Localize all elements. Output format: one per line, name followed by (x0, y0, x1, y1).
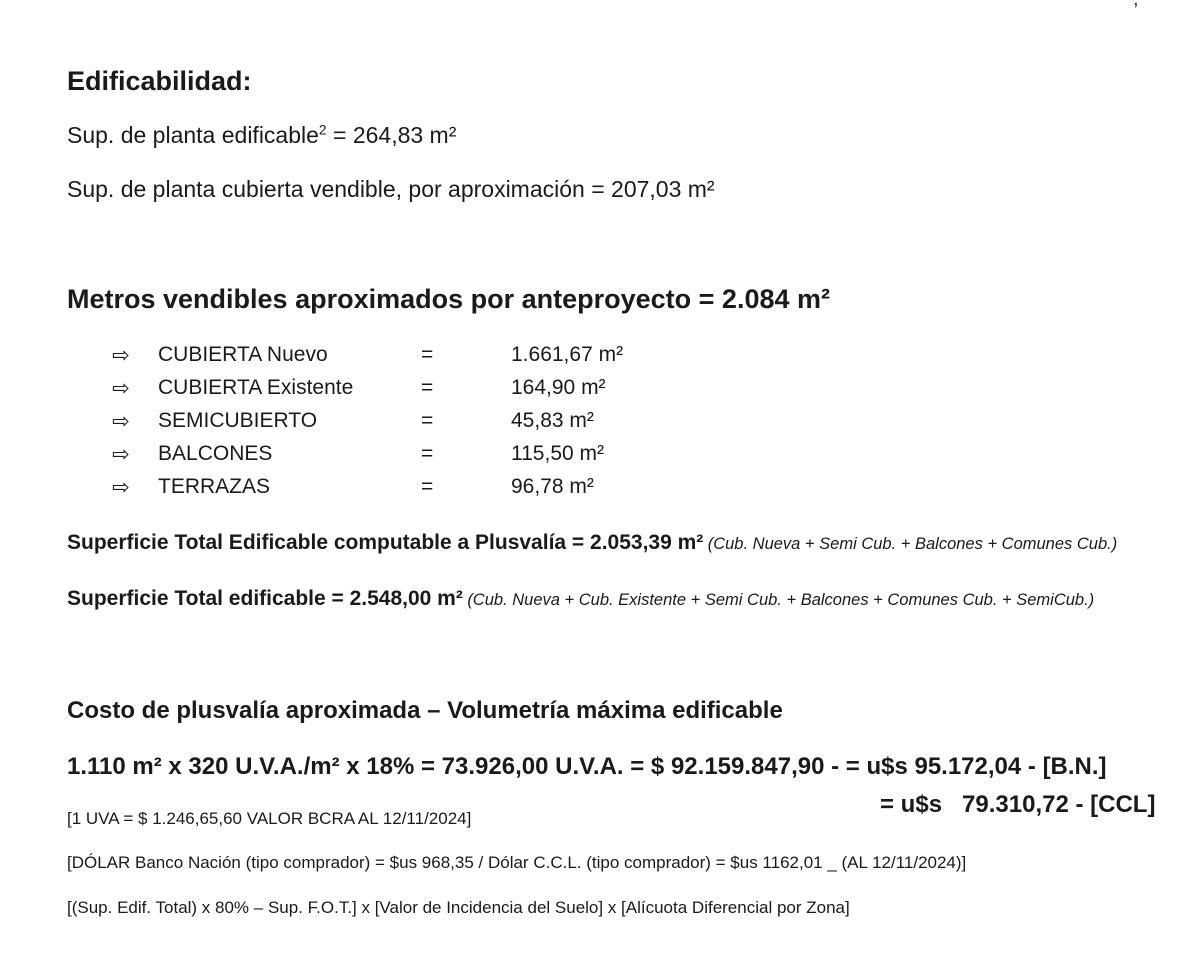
arrow-right-icon: ⇨ (112, 443, 130, 466)
list-item (0, 343, 1200, 373)
sup-planta-cubierta-vendible: Sup. de planta cubierta vendible, por aproximación = 207,03 m² (67, 176, 715, 202)
list-item-equals: = (421, 409, 434, 432)
note-formula: [(Sup. Edif. Total) x 80% – Sup. F.O.T.] x [Valor de Incidencia del Suelo] x [Alícuota Diferencial por Zona] (67, 898, 850, 917)
footnote-marker: 2 (318, 122, 327, 138)
list-item-value: 115,50 m² (511, 442, 604, 465)
sup-planta-edificable-value: = 264,83 m² (326, 122, 457, 148)
superficie-plusvalia-note: (Cub. Nueva + Semi Cub. + Balcones + Comunes Cub.) (707, 535, 1118, 553)
list-item (0, 376, 1200, 406)
superficie-total-note: (Cub. Nueva + Cub. Existente + Semi Cub. + Balcones + Comunes Cub. + SemiCub.) (467, 591, 1095, 609)
corner-mark (1133, 0, 1139, 11)
superficie-plusvalia-value: Superficie Total Edificable computable a Plusvalía = 2.053,39 m² (67, 531, 704, 554)
list-item-label: BALCONES (158, 442, 273, 465)
note-uva: [1 UVA = $ 1.246,65,60 VALOR BCRA AL 12/11/2024] (67, 809, 472, 828)
sup-planta-edificable (67, 122, 456, 149)
list-item (0, 409, 1200, 439)
superficie-total-line (67, 587, 1094, 611)
arrow-right-icon: ⇨ (112, 377, 130, 400)
list-item-equals: = (421, 442, 434, 465)
plusvalia-formula: 1.110 m² x 320 U.V.A./m² x 18% = 73.926,00 U.V.A. = $ 92.159.847,90 - = u$s 95.172,04 - [B.N.] (67, 753, 1107, 780)
list-item-value: 96,78 m² (511, 475, 594, 498)
plusvalia-ccl-value: = u$s 79.310,72 - [CCL] (880, 791, 1156, 818)
list-item (0, 475, 1200, 505)
list-item (0, 442, 1200, 472)
section-title-costo-plusvalia: Costo de plusvalía aproximada – Volumetría máxima edificable (67, 697, 783, 724)
list-item-equals: = (421, 475, 434, 498)
note-dolar: [DÓLAR Banco Nación (tipo comprador) = $us 968,35 / Dólar C.C.L. (tipo comprador) = $us 1162,01 _ (AL 12/11/2024)] (67, 853, 967, 872)
list-item-value: 164,90 m² (511, 376, 606, 399)
list-item-equals: = (421, 343, 434, 366)
arrow-right-icon: ⇨ (112, 344, 130, 367)
list-item-label: TERRAZAS (158, 475, 271, 498)
superficie-plusvalia-line (67, 531, 1117, 555)
list-item-value: 45,83 m² (511, 409, 594, 432)
list-item-value: 1.661,67 m² (511, 343, 624, 366)
arrow-right-icon: ⇨ (112, 410, 130, 433)
list-item-label: CUBIERTA Existente (158, 376, 354, 399)
arrow-right-icon: ⇨ (112, 476, 130, 499)
list-item-label: SEMICUBIERTO (158, 409, 318, 432)
section-title-edificabilidad: Edificabilidad: (67, 66, 252, 96)
superficie-total-value: Superficie Total edificable = 2.548,00 m² (67, 587, 463, 610)
section-title-metros-vendibles: Metros vendibles aproximados por anteproyecto = 2.084 m² (67, 284, 830, 314)
sup-planta-edificable-label: Sup. de planta edificable (67, 122, 319, 148)
list-item-label: CUBIERTA Nuevo (158, 343, 328, 366)
list-item-equals: = (421, 376, 434, 399)
